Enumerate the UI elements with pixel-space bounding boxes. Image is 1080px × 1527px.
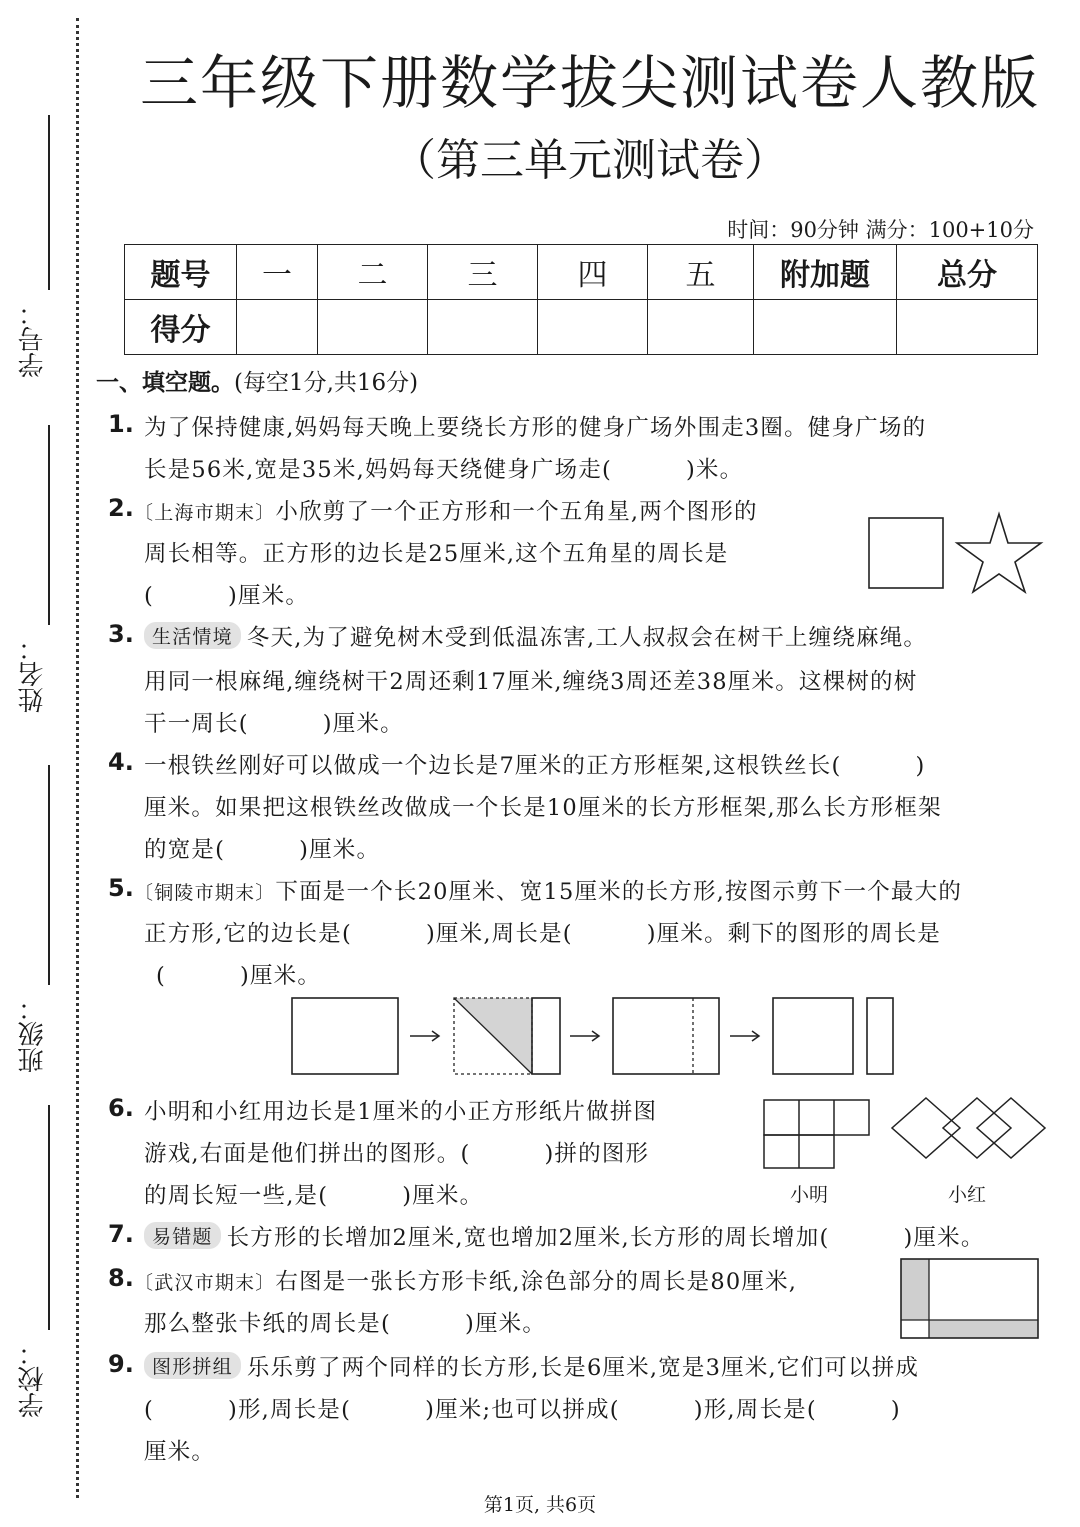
q7-text-a: 长方形的长增加2厘米,宽也增加2厘米,长方形的周长增加( bbox=[226, 1225, 830, 1251]
page-subtitle: （第三单元测试卷） bbox=[392, 135, 788, 186]
q4-line1 bbox=[144, 748, 925, 780]
q4-text-c: 的宽是( bbox=[144, 837, 226, 863]
time-info: 时间：90分钟 满分：100+10分 bbox=[727, 218, 1034, 242]
binding-dashed-line bbox=[76, 18, 79, 1498]
q1-text-b: )米。 bbox=[685, 457, 744, 483]
name-rule bbox=[48, 425, 50, 625]
q6-text-a: 游戏,右面是他们拼出的图形。( bbox=[144, 1141, 471, 1167]
q9-text-c: )厘米;也可以拼成( bbox=[425, 1397, 620, 1423]
q6-number: 6. bbox=[108, 1094, 134, 1122]
q8-shaded-strip-bottom bbox=[929, 1320, 1038, 1338]
score-table-score-row bbox=[125, 300, 1038, 355]
q3-line3 bbox=[144, 706, 404, 738]
q9-text-d: )形,周长是( bbox=[693, 1397, 817, 1423]
q9-line2 bbox=[144, 1392, 901, 1424]
score-input-cell[interactable] bbox=[538, 300, 648, 355]
q2-text: 小欣剪了一个正方形和一个五角星,两个图形的 bbox=[275, 499, 758, 525]
q5-source: 〔铜陵市期末〕 bbox=[134, 882, 276, 904]
score-input-cell[interactable] bbox=[754, 300, 897, 355]
q5-figure bbox=[286, 994, 902, 1080]
q2-number: 2. bbox=[108, 494, 134, 522]
score-header-cell: 五 bbox=[648, 245, 754, 300]
q4-text-d: )厘米。 bbox=[299, 837, 381, 863]
q5-line2 bbox=[144, 916, 941, 948]
q7-number: 7. bbox=[108, 1220, 134, 1248]
q8-text-a: 那么整张卡纸的周长是( bbox=[144, 1311, 391, 1337]
q5-text: 下面是一个长20厘米、宽15厘米的长方形,按图示剪下一个最大的 bbox=[275, 879, 963, 905]
xiaohong-diamond bbox=[892, 1098, 960, 1158]
q6-line3 bbox=[144, 1178, 483, 1210]
q8-text: 右图是一张长方形卡纸,涂色部分的周长是80厘米, bbox=[275, 1269, 798, 1295]
score-table bbox=[124, 244, 1038, 355]
score-input-cell[interactable] bbox=[897, 300, 1038, 355]
q8-line2 bbox=[144, 1306, 546, 1338]
score-header-cell: 二 bbox=[318, 245, 428, 300]
section-note: (每空1分,共16分) bbox=[234, 370, 419, 396]
q5-text-a: 正方形,它的边长是( bbox=[144, 921, 352, 947]
score-row-label: 得分 bbox=[125, 300, 237, 355]
q5-result-square bbox=[773, 998, 853, 1074]
q3-text-a: 干一周长( bbox=[144, 711, 249, 737]
student-id-label: 学号： bbox=[18, 300, 48, 378]
q2-text-b: )厘米。 bbox=[227, 583, 310, 609]
xiaoming-shape-top bbox=[764, 1100, 869, 1135]
q2-line3 bbox=[144, 578, 309, 610]
q6-label-xiaohong: 小红 bbox=[948, 1184, 987, 1206]
q6-text-c: 的周长短一些,是( bbox=[144, 1183, 329, 1209]
q3-number: 3. bbox=[108, 620, 134, 648]
q5-text-d: ( bbox=[156, 963, 166, 989]
q1-line1: 为了保持健康,妈妈每天晚上要绕长方形的健身广场外围走3圈。健身广场的 bbox=[144, 415, 927, 441]
q6-text-b: )拼的图形 bbox=[544, 1141, 650, 1167]
score-header-cell: 四 bbox=[538, 245, 648, 300]
q3-text-b: )厘米。 bbox=[322, 711, 404, 737]
q3-text: 冬天,为了避免树木受到低温冻害,工人叔叔会在树干上缠绕麻绳。 bbox=[246, 625, 928, 651]
q1-text-a: 长是56米,宽是35米,妈妈每天绕健身广场走( bbox=[144, 457, 612, 483]
q7-text-b: )厘米。 bbox=[903, 1225, 985, 1251]
q8-text-b: )厘米。 bbox=[464, 1311, 547, 1337]
q7-tag: 易错题 bbox=[144, 1222, 221, 1249]
q5-folded-strip bbox=[532, 998, 560, 1074]
score-table-header-row bbox=[125, 245, 1038, 300]
student-id-rule bbox=[48, 115, 50, 290]
q8-line1 bbox=[134, 1264, 797, 1296]
score-header-cell: 一 bbox=[237, 245, 318, 300]
q4-line2: 厘米。如果把这根铁丝改做成一个长是10厘米的长方形框架,那么长方形框架 bbox=[144, 795, 942, 821]
q5-line1 bbox=[134, 874, 962, 906]
score-input-cell[interactable] bbox=[318, 300, 428, 355]
q9-text: 乐乐剪了两个同样的长方形,长是6厘米,宽是3厘米,它们可以拼成 bbox=[246, 1355, 920, 1381]
q4-number: 4. bbox=[108, 748, 134, 776]
q2-text-a: ( bbox=[144, 583, 154, 609]
q3-line1 bbox=[144, 620, 927, 652]
q9-text-e: ) bbox=[890, 1397, 901, 1423]
q9-text-b: )形,周长是( bbox=[227, 1397, 352, 1423]
q6-figure bbox=[760, 1094, 1050, 1174]
q6-line1: 小明和小红用边长是1厘米的小正方形纸片做拼图 bbox=[144, 1099, 658, 1125]
score-header-cell: 总分 bbox=[897, 245, 1038, 300]
q4-text-a: 一根铁丝刚好可以做成一个边长是7厘米的正方形框架,这根铁丝长( bbox=[144, 753, 842, 779]
q5-rect-original bbox=[292, 998, 398, 1074]
q9-line1 bbox=[144, 1350, 919, 1382]
q3-tag: 生活情境 bbox=[144, 622, 241, 649]
score-header-cell: 题号 bbox=[125, 245, 237, 300]
q2-square-shape bbox=[869, 518, 943, 588]
score-input-cell[interactable] bbox=[648, 300, 754, 355]
q5-result-strip bbox=[867, 998, 893, 1074]
name-label: 姓名： bbox=[18, 635, 48, 713]
q6-text-d: )厘米。 bbox=[402, 1183, 484, 1209]
q4-text-b: ) bbox=[915, 753, 926, 779]
q2-star-shape bbox=[957, 514, 1041, 592]
section-title-text: 一、填空题。 bbox=[96, 369, 234, 396]
q9-text-a: ( bbox=[144, 1397, 154, 1423]
score-input-cell[interactable] bbox=[428, 300, 538, 355]
school-rule bbox=[48, 1105, 50, 1330]
q6-label-xiaoming: 小明 bbox=[790, 1184, 829, 1206]
page-footer: 第1页, 共6页 bbox=[483, 1494, 597, 1516]
q5-rect-marked bbox=[613, 998, 719, 1074]
page-title: 三年级下册数学拔尖测试卷人教版 bbox=[139, 49, 1040, 117]
class-label: 班级： bbox=[18, 995, 48, 1073]
q6-line2 bbox=[144, 1136, 649, 1168]
score-header-cell: 附加题 bbox=[754, 245, 897, 300]
q2-line1 bbox=[134, 494, 758, 526]
q9-tag: 图形拼组 bbox=[144, 1352, 241, 1379]
section-title bbox=[96, 364, 418, 397]
q5-text-c: )厘米。剩下的图形的周长是 bbox=[646, 921, 942, 947]
q2-figure bbox=[860, 508, 1050, 596]
q5-number: 5. bbox=[108, 874, 134, 902]
school-label: 学校： bbox=[18, 1340, 48, 1418]
q5-line3 bbox=[156, 958, 321, 990]
q4-line3 bbox=[144, 832, 380, 864]
q7-line1 bbox=[144, 1220, 985, 1252]
class-rule bbox=[48, 765, 50, 985]
q9-line3: 厘米。 bbox=[144, 1439, 216, 1465]
q8-number: 8. bbox=[108, 1264, 134, 1292]
q8-shaded-strip-left bbox=[901, 1259, 929, 1320]
q9-number: 9. bbox=[108, 1350, 134, 1378]
q1-number: 1. bbox=[108, 410, 134, 438]
q5-text-e: )厘米。 bbox=[239, 963, 322, 989]
score-header-cell: 三 bbox=[428, 245, 538, 300]
q8-source: 〔武汉市期末〕 bbox=[134, 1272, 276, 1294]
q1-line2 bbox=[144, 452, 743, 484]
q2-line2: 周长相等。正方形的边长是25厘米,这个五角星的周长是 bbox=[144, 541, 729, 567]
q8-figure bbox=[898, 1256, 1042, 1342]
q5-text-b: )厘米,周长是( bbox=[425, 921, 573, 947]
q3-line2: 用同一根麻绳,缠绕树干2周还剩17厘米,缠绕3周还差38厘米。这棵树的树 bbox=[144, 669, 918, 695]
score-input-cell[interactable] bbox=[237, 300, 318, 355]
q2-source: 〔上海市期末〕 bbox=[134, 502, 276, 524]
